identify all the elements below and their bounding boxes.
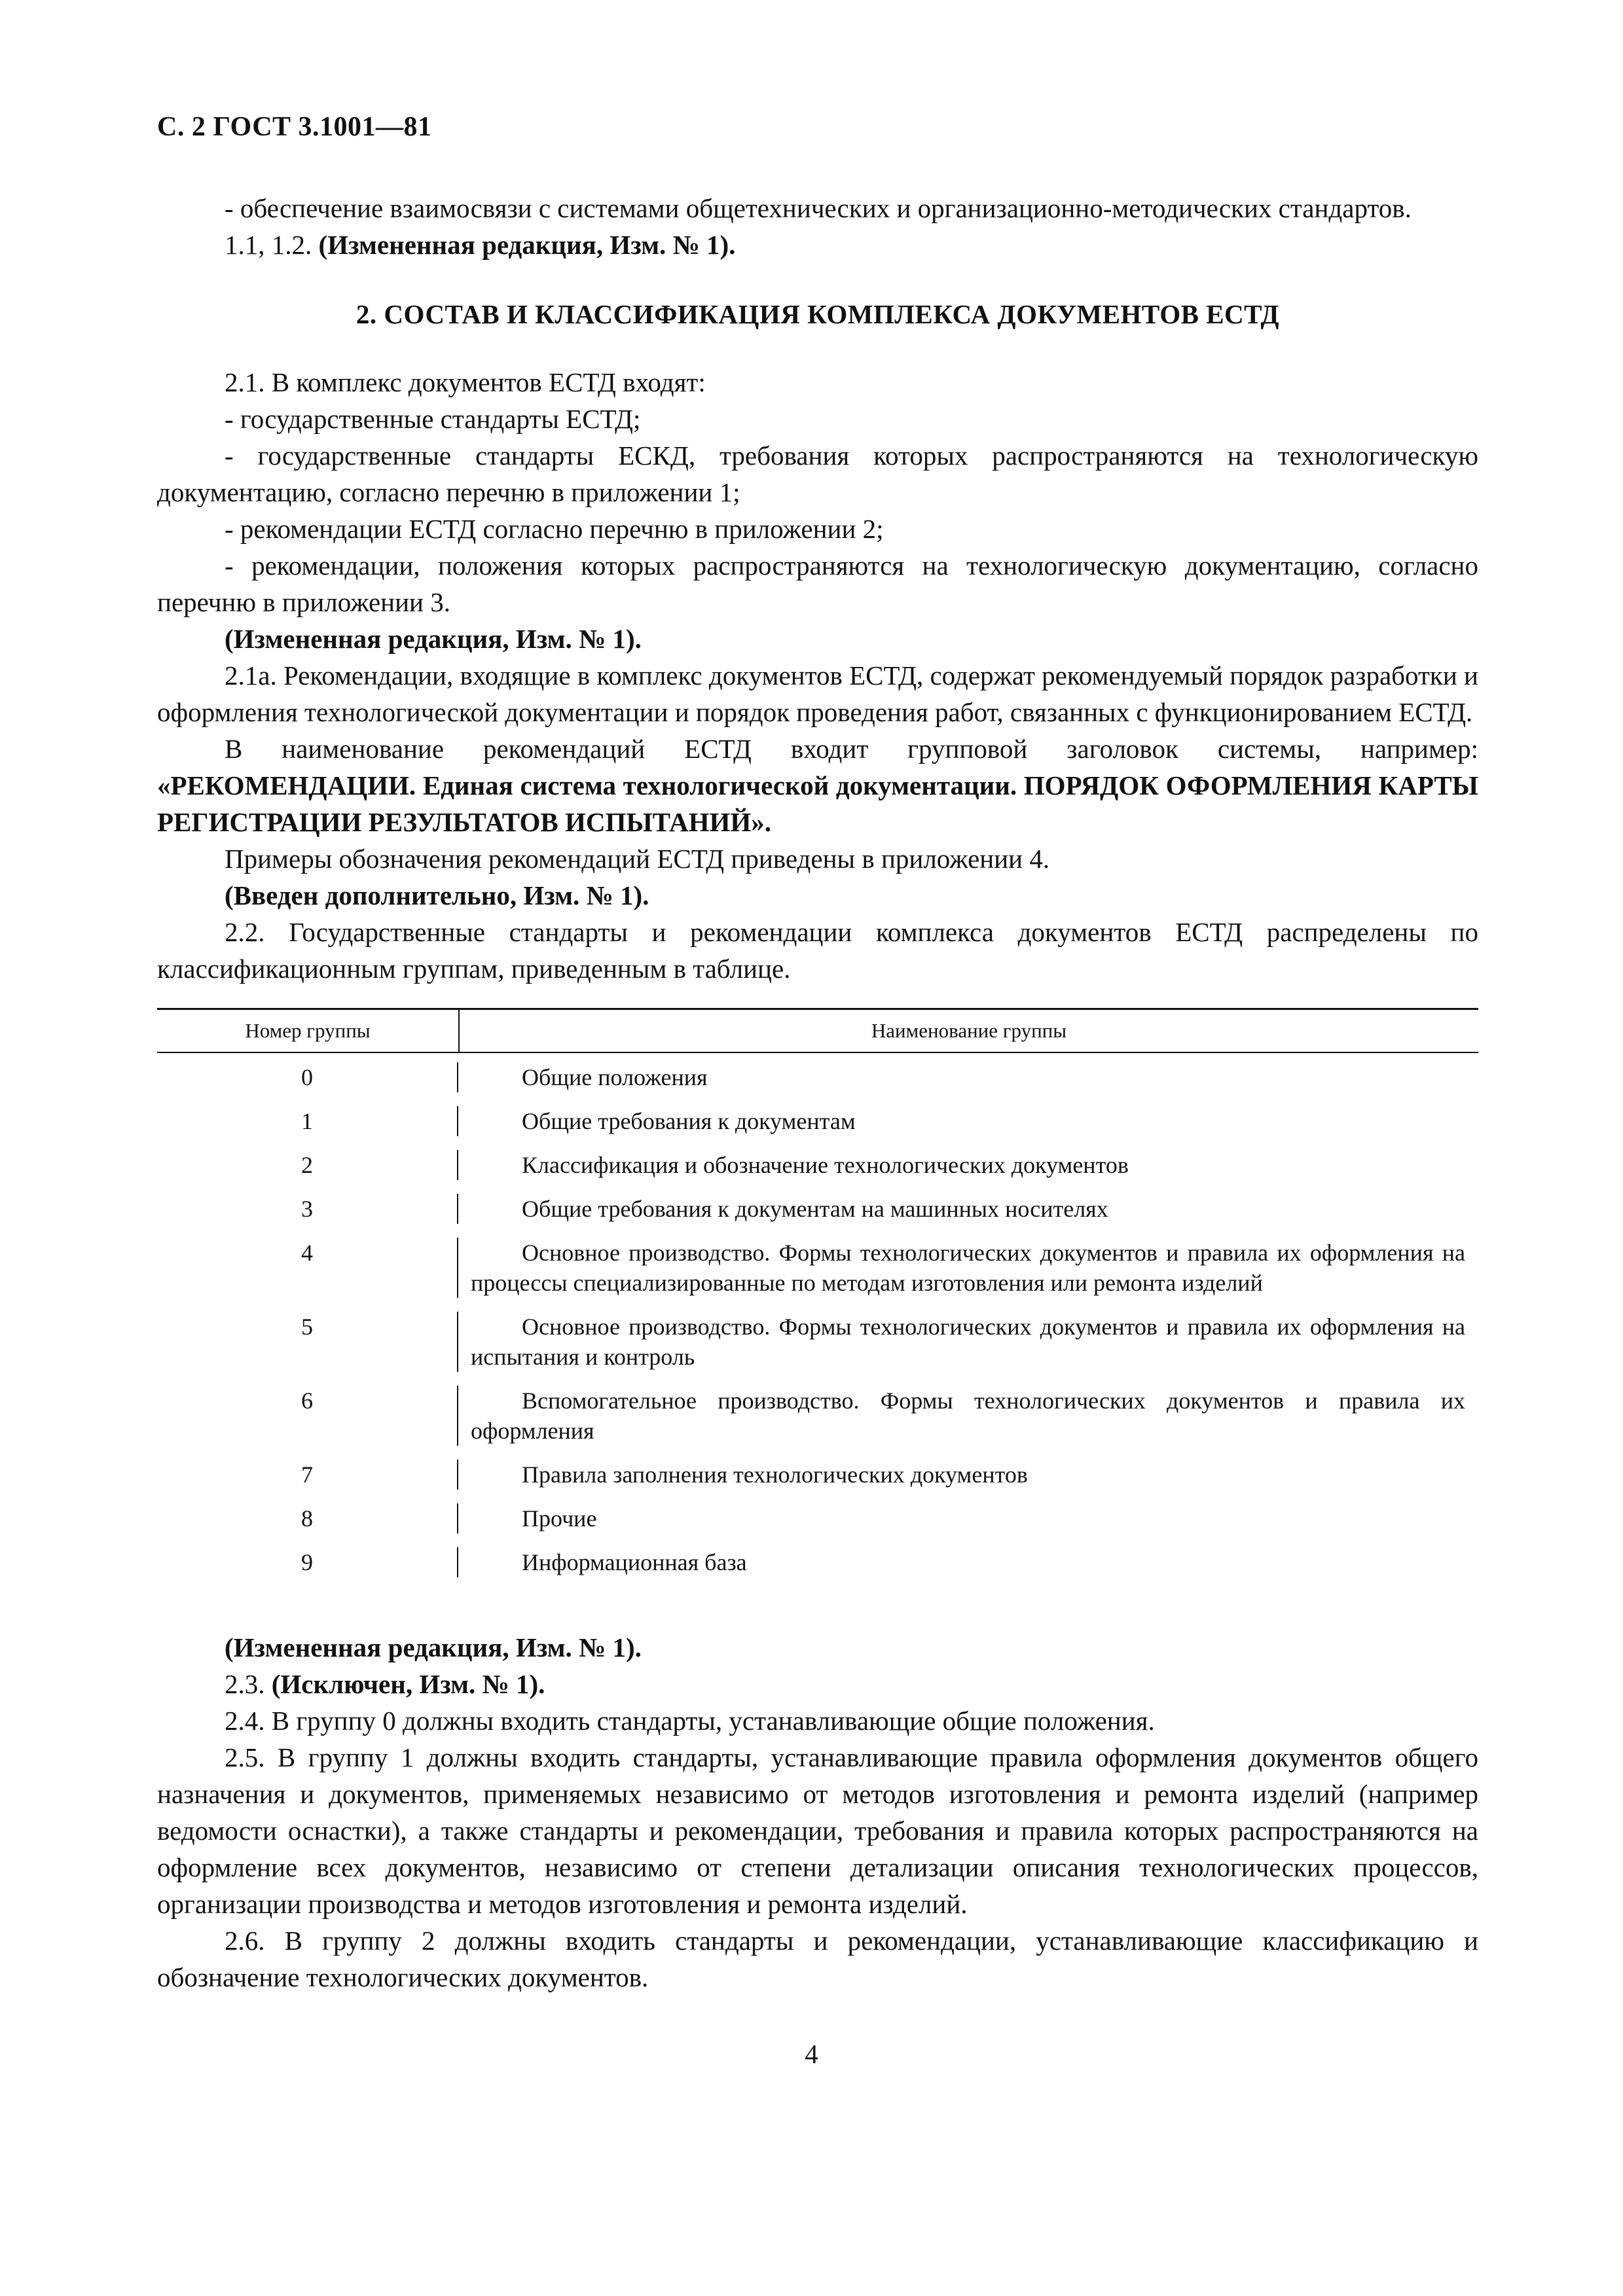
table-row [157, 1185, 1478, 1229]
column-header-name: Наименование группы [871, 1019, 1067, 1042]
document-body [157, 190, 1478, 1996]
list-item: - рекомендации ЕСТД согласно перечню в приложении 2; [225, 514, 884, 544]
group-name: Правила заполнения технологических документов [522, 1462, 1028, 1488]
table-row [157, 1376, 1478, 1450]
table-row [157, 1450, 1478, 1494]
group-name: Общие требования к документам [522, 1108, 856, 1134]
paragraph-2-3: 2.3. (Исключен, Изм. № 1). [225, 1669, 545, 1699]
paragraph-2-1a-title-example: В наименование рекомендаций ЕСТД входит групповой заголовок системы, например: «РЕКОМЕНДАЦИИ. Единая система технологической документации. ПОРЯДОК ОФОРМЛЕНИЯ КАРТЫ РЕГИСТРАЦИИ РЕЗУЛЬТАТОВ ИСПЫТАНИЙ». [157, 734, 1478, 837]
group-number: 8 [157, 1503, 458, 1534]
paragraph-amendment-1: 1.1, 1.2. (Измененная редакция, Изм. № 1). [225, 230, 736, 260]
paragraph-2-6: 2.6. В группу 2 должны входить стандарты и рекомендации, устанавливающие классификацию и обозначение технологических документов. [157, 1926, 1478, 1992]
paragraph-2-1a: 2.1а. Рекомендации, входящие в комплекс документов ЕСТД, содержат рекомендуемый порядок разработки и оформления технологической документации и порядок проведения работ, связанных с функционированием ЕСТД. [157, 660, 1478, 727]
amendment-note: (Измененная редакция, Изм. № 1). [225, 1632, 642, 1662]
amendment-note: (Измененная редакция, Изм. № 1). [225, 624, 642, 654]
group-name: Вспомогательное производство. Формы технологических документов и правила их оформления [471, 1388, 1465, 1444]
group-name: Основное производство. Формы технологических документов и правила их оформления на процессы специализированные по методам изготовления или ремонта изделий [471, 1240, 1465, 1296]
table-row [157, 1229, 1478, 1302]
paragraph-2-2: 2.2. Государственные стандарты и рекомендации комплекса документов ЕСТД распределены по классификационным группам, приведенным в таблице. [157, 917, 1478, 984]
group-number: 5 [157, 1312, 458, 1372]
group-number: 4 [157, 1238, 458, 1298]
list-item: - рекомендации, положения которых распространяются на технологическую документацию, согласно перечню в приложении 3. [157, 550, 1478, 617]
group-number: 6 [157, 1386, 458, 1446]
paragraph-2-1: 2.1. В комплекс документов ЕСТД входят: [225, 367, 706, 397]
list-item: - государственные стандарты ЕСТД; [225, 404, 641, 434]
paragraph-intro: - обеспечение взаимосвязи с системами общетехнических и организационно-методических стандартов. [225, 193, 1412, 223]
paragraph-2-5: 2.5. В группу 1 должны входить стандарты, устанавливающие правила оформления документов общего назначения и документов, применяемых независимо от методов изготовления и ремонта изделий (например ведомости оснастки), а также стандарты и рекомендации, требования и правила которых распространяются на оформление всех документов, независимо от степени детализации описания технологических процессов, организации производства и методов изготовления и ремонта изделий. [157, 1742, 1478, 1919]
page-header: С. 2 ГОСТ 3.1001—81 [157, 112, 432, 142]
table-row [157, 1302, 1478, 1376]
group-name: Информационная база [522, 1549, 747, 1575]
table-row [157, 1097, 1478, 1141]
group-number: 7 [157, 1460, 458, 1490]
group-name: Основное производство. Формы технологических документов и правила их оформления на испытания и контроль [471, 1314, 1465, 1370]
excluded-note: (Исключен, Изм. № 1). [271, 1669, 545, 1699]
group-number: 2 [157, 1150, 458, 1180]
group-number: 9 [157, 1547, 458, 1577]
group-number: 0 [157, 1062, 458, 1092]
classification-table [157, 1008, 1478, 1595]
list-item: - государственные стандарты ЕСКД, требования которых распространяются на технологическую документацию, согласно перечню в приложении 1; [157, 440, 1478, 507]
group-number: 3 [157, 1194, 458, 1224]
table-row [157, 1538, 1478, 1582]
group-name: Общие положения [522, 1064, 708, 1090]
group-name: Прочие [522, 1505, 597, 1532]
paragraph-2-4: 2.4. В группу 0 должны входить стандарты, устанавливающие общие положения. [225, 1706, 1155, 1736]
title-example: «РЕКОМЕНДАЦИИ. Единая система технологической документации. ПОРЯДОК ОФОРМЛЕНИЯ КАРТЫ РЕГИСТРАЦИИ РЕЗУЛЬТАТОВ ИСПЫТАНИЙ». [157, 770, 1478, 837]
paragraph-2-1a-examples: Примеры обозначения рекомендаций ЕСТД приведены в приложении 4. [225, 844, 1050, 874]
amendment-note: (Введен дополнительно, Изм. № 1). [225, 880, 649, 910]
table-row [157, 1053, 1478, 1097]
table-row [157, 1141, 1478, 1185]
group-name: Общие требования к документам на машинных носителях [522, 1196, 1108, 1222]
table-header [157, 1010, 1478, 1053]
amendment-note: (Измененная редакция, Изм. № 1). [318, 230, 736, 260]
section-title: 2. СОСТАВ И КЛАССИФИКАЦИЯ КОМПЛЕКСА ДОКУМЕНТОВ ЕСТД [356, 299, 1280, 329]
group-name: Классификация и обозначение технологических документов [522, 1152, 1129, 1178]
table-body [157, 1053, 1478, 1595]
table-row [157, 1494, 1478, 1538]
group-number: 1 [157, 1106, 458, 1136]
page-number: 4 [805, 2039, 818, 2069]
column-header-number: Номер группы [157, 1010, 460, 1052]
